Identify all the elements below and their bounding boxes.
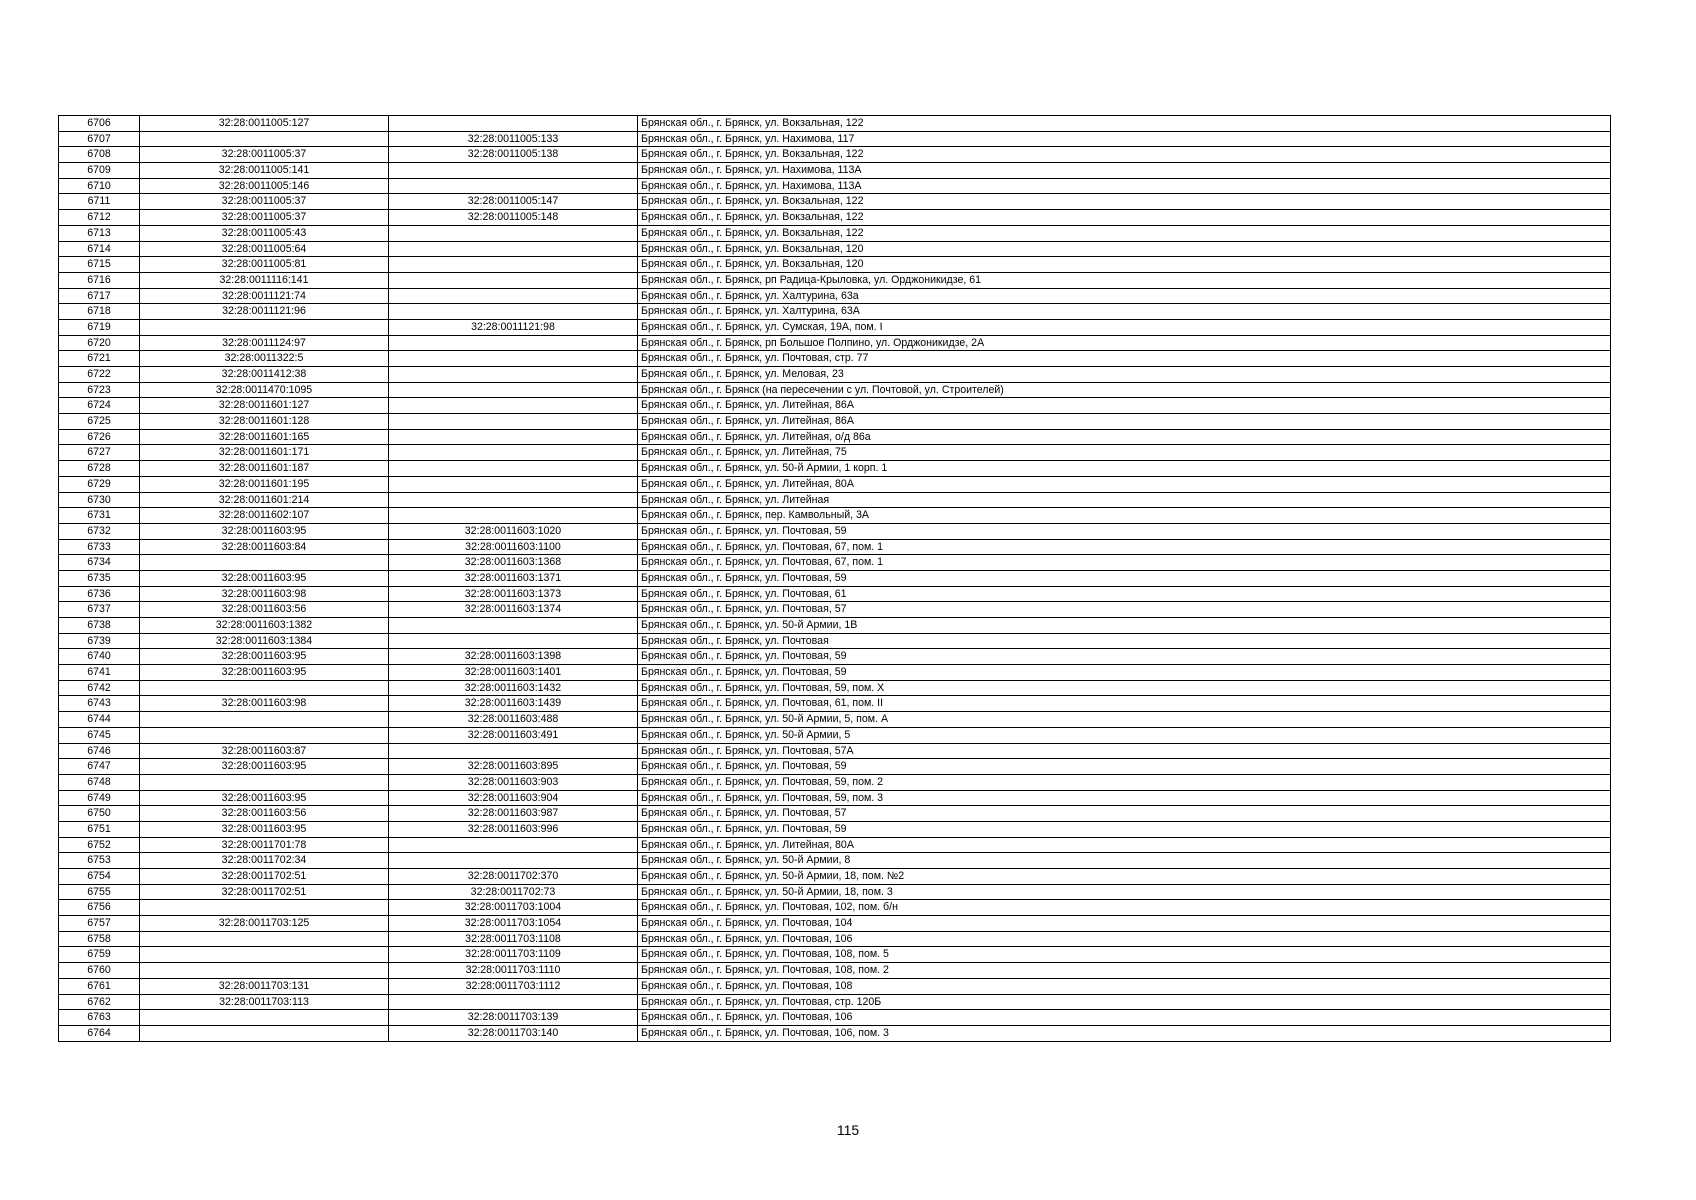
row-number-cell: 6733	[59, 539, 140, 555]
object-cadastral-number-cell	[389, 743, 638, 759]
address-cell: Брянская обл., г. Брянск, ул. Почтовая, 106	[638, 931, 1611, 947]
address-cell: Брянская обл., г. Брянск, ул. 50-й Армии, 18, пом. 3	[638, 884, 1611, 900]
address-cell: Брянская обл., г. Брянск, ул. Меловая, 23	[638, 367, 1611, 383]
table-row	[59, 272, 1611, 288]
address-cell: Брянская обл., г. Брянск, ул. Почтовая, 102, пом. б/н	[638, 900, 1611, 916]
address-cell: Брянская обл., г. Брянск, ул. Почтовая, 59	[638, 649, 1611, 665]
cadastral-number-cell: 32:28:0011005:141	[140, 163, 389, 179]
address-cell: Брянская обл., г. Брянск, ул. Сумская, 19А, пом. I	[638, 319, 1611, 335]
table-row	[59, 806, 1611, 822]
table-row	[59, 304, 1611, 320]
row-number-cell: 6743	[59, 696, 140, 712]
table-row	[59, 539, 1611, 555]
row-number-cell: 6722	[59, 367, 140, 383]
table-row	[59, 712, 1611, 728]
cadastral-number-cell	[140, 555, 389, 571]
address-cell: Брянская обл., г. Брянск, ул. Почтовая, 61, пом. II	[638, 696, 1611, 712]
table-row	[59, 492, 1611, 508]
table-row	[59, 461, 1611, 477]
row-number-cell: 6732	[59, 523, 140, 539]
row-number-cell: 6727	[59, 445, 140, 461]
table-row	[59, 853, 1611, 869]
address-cell: Брянская обл., г. Брянск, ул. Нахимова, 113А	[638, 178, 1611, 194]
address-cell: Брянская обл., г. Брянск, ул. Почтовая, 57	[638, 806, 1611, 822]
row-number-cell: 6711	[59, 194, 140, 210]
cadastral-number-cell: 32:28:0011116:141	[140, 272, 389, 288]
address-cell: Брянская обл., г. Брянск, ул. Нахимова, 113А	[638, 163, 1611, 179]
object-cadastral-number-cell: 32:28:0011603:1368	[389, 555, 638, 571]
row-number-cell: 6713	[59, 225, 140, 241]
table-row	[59, 335, 1611, 351]
object-cadastral-number-cell: 32:28:0011703:1004	[389, 900, 638, 916]
row-number-cell: 6712	[59, 210, 140, 226]
object-cadastral-number-cell	[389, 335, 638, 351]
row-number-cell: 6714	[59, 241, 140, 257]
cadastral-number-cell: 32:28:0011603:98	[140, 696, 389, 712]
row-number-cell: 6757	[59, 916, 140, 932]
table-row	[59, 1010, 1611, 1026]
address-cell: Брянская обл., г. Брянск, ул. Почтовая, 59	[638, 821, 1611, 837]
cadastral-number-cell: 32:28:0011322:5	[140, 351, 389, 367]
table-row	[59, 821, 1611, 837]
row-number-cell: 6736	[59, 586, 140, 602]
row-number-cell: 6726	[59, 429, 140, 445]
object-cadastral-number-cell	[389, 367, 638, 383]
row-number-cell: 6719	[59, 319, 140, 335]
address-cell: Брянская обл., г. Брянск, рп Радица-Крыловка, ул. Орджоникидзе, 61	[638, 272, 1611, 288]
object-cadastral-number-cell: 32:28:0011603:1373	[389, 586, 638, 602]
address-cell: Брянская обл., г. Брянск, ул. Почтовая	[638, 633, 1611, 649]
table-row	[59, 523, 1611, 539]
object-cadastral-number-cell: 32:28:0011603:488	[389, 712, 638, 728]
table-row	[59, 696, 1611, 712]
row-number-cell: 6731	[59, 508, 140, 524]
address-cell: Брянская обл., г. Брянск, ул. Почтовая, стр. 120Б	[638, 994, 1611, 1010]
table-row	[59, 994, 1611, 1010]
table-row	[59, 602, 1611, 618]
object-cadastral-number-cell: 32:28:0011703:1109	[389, 947, 638, 963]
object-cadastral-number-cell	[389, 304, 638, 320]
address-cell: Брянская обл., г. Брянск, ул. 50-й Армии, 8	[638, 853, 1611, 869]
address-cell: Брянская обл., г. Брянск, ул. Почтовая, 59, пом. X	[638, 680, 1611, 696]
cadastral-number-cell: 32:28:0011702:34	[140, 853, 389, 869]
row-number-cell: 6728	[59, 461, 140, 477]
object-cadastral-number-cell	[389, 178, 638, 194]
address-cell: Брянская обл., г. Брянск, ул. Литейная, 80А	[638, 837, 1611, 853]
table-row	[59, 476, 1611, 492]
cadastral-number-cell: 32:28:0011005:37	[140, 194, 389, 210]
cadastral-number-cell: 32:28:0011603:87	[140, 743, 389, 759]
object-cadastral-number-cell	[389, 853, 638, 869]
address-cell: Брянская обл., г. Брянск, ул. Вокзальная, 122	[638, 116, 1611, 132]
object-cadastral-number-cell: 32:28:0011603:1432	[389, 680, 638, 696]
row-number-cell: 6748	[59, 774, 140, 790]
cadastral-number-cell: 32:28:0011701:78	[140, 837, 389, 853]
cadastral-number-cell: 32:28:0011603:95	[140, 649, 389, 665]
object-cadastral-number-cell: 32:28:0011603:491	[389, 727, 638, 743]
object-cadastral-number-cell	[389, 414, 638, 430]
cadastral-number-cell: 32:28:0011601:128	[140, 414, 389, 430]
address-cell: Брянская обл., г. Брянск, ул. 50-й Армии, 1В	[638, 618, 1611, 634]
address-cell: Брянская обл., г. Брянск, ул. Почтовая, 59	[638, 570, 1611, 586]
address-cell: Брянская обл., г. Брянск, ул. Почтовая, 59, пом. 3	[638, 790, 1611, 806]
row-number-cell: 6742	[59, 680, 140, 696]
row-number-cell: 6715	[59, 257, 140, 273]
address-cell: Брянская обл., г. Брянск, ул. 50-й Армии, 18, пом. №2	[638, 869, 1611, 885]
address-cell: Брянская обл., г. Брянск, ул. Литейная, 75	[638, 445, 1611, 461]
cadastral-number-cell: 32:28:0011601:127	[140, 398, 389, 414]
object-cadastral-number-cell	[389, 618, 638, 634]
table-row	[59, 963, 1611, 979]
row-number-cell: 6753	[59, 853, 140, 869]
address-cell: Брянская обл., г. Брянск, ул. Почтовая, 106, пом. 3	[638, 1025, 1611, 1041]
object-cadastral-number-cell: 32:28:0011005:148	[389, 210, 638, 226]
row-number-cell: 6720	[59, 335, 140, 351]
table-row	[59, 618, 1611, 634]
object-cadastral-number-cell: 32:28:0011603:1371	[389, 570, 638, 586]
cadastral-number-cell: 32:28:0011702:51	[140, 884, 389, 900]
object-cadastral-number-cell: 32:28:0011603:1401	[389, 665, 638, 681]
cadastral-number-cell	[140, 963, 389, 979]
row-number-cell: 6718	[59, 304, 140, 320]
table-row	[59, 194, 1611, 210]
row-number-cell: 6756	[59, 900, 140, 916]
address-cell: Брянская обл., г. Брянск, пер. Камвольный, 3А	[638, 508, 1611, 524]
address-cell: Брянская обл., г. Брянск (на пересечении с ул. Почтовой, ул. Строителей)	[638, 382, 1611, 398]
cadastral-number-cell: 32:28:0011601:195	[140, 476, 389, 492]
object-cadastral-number-cell: 32:28:0011603:1100	[389, 539, 638, 555]
table-row	[59, 555, 1611, 571]
address-cell: Брянская обл., г. Брянск, ул. Почтовая, 67, пом. 1	[638, 555, 1611, 571]
table-row	[59, 445, 1611, 461]
table-row	[59, 869, 1611, 885]
table-row	[59, 367, 1611, 383]
row-number-cell: 6729	[59, 476, 140, 492]
table-row	[59, 759, 1611, 775]
cadastral-number-cell	[140, 1025, 389, 1041]
address-cell: Брянская обл., г. Брянск, ул. Вокзальная, 122	[638, 194, 1611, 210]
object-cadastral-number-cell	[389, 445, 638, 461]
object-cadastral-number-cell: 32:28:0011703:1108	[389, 931, 638, 947]
address-cell: Брянская обл., г. Брянск, ул. Халтурина, 63А	[638, 304, 1611, 320]
cadastral-number-cell	[140, 727, 389, 743]
object-cadastral-number-cell: 32:28:0011005:138	[389, 147, 638, 163]
object-cadastral-number-cell	[389, 633, 638, 649]
cadastral-number-cell: 32:28:0011601:171	[140, 445, 389, 461]
address-cell: Брянская обл., г. Брянск, ул. Почтовая, 106	[638, 1010, 1611, 1026]
address-cell: Брянская обл., г. Брянск, ул. Литейная	[638, 492, 1611, 508]
cadastral-number-cell: 32:28:0011702:51	[140, 869, 389, 885]
cadastral-number-cell: 32:28:0011603:95	[140, 570, 389, 586]
table-row	[59, 790, 1611, 806]
table-row	[59, 131, 1611, 147]
cadastral-number-cell: 32:28:0011603:95	[140, 523, 389, 539]
table-row	[59, 225, 1611, 241]
row-number-cell: 6716	[59, 272, 140, 288]
address-cell: Брянская обл., г. Брянск, ул. Почтовая, 108, пом. 5	[638, 947, 1611, 963]
object-cadastral-number-cell	[389, 163, 638, 179]
cadastral-number-cell: 32:28:0011121:96	[140, 304, 389, 320]
table-row	[59, 665, 1611, 681]
row-number-cell: 6738	[59, 618, 140, 634]
table-row	[59, 916, 1611, 932]
object-cadastral-number-cell: 32:28:0011603:895	[389, 759, 638, 775]
object-cadastral-number-cell	[389, 288, 638, 304]
object-cadastral-number-cell	[389, 398, 638, 414]
object-cadastral-number-cell: 32:28:0011603:903	[389, 774, 638, 790]
table-row	[59, 1025, 1611, 1041]
object-cadastral-number-cell	[389, 225, 638, 241]
cadastral-number-cell	[140, 774, 389, 790]
row-number-cell: 6737	[59, 602, 140, 618]
table-row	[59, 633, 1611, 649]
cadastral-number-cell: 32:28:0011603:1382	[140, 618, 389, 634]
address-cell: Брянская обл., г. Брянск, ул. Почтовая, 59	[638, 523, 1611, 539]
table-row	[59, 978, 1611, 994]
row-number-cell: 6710	[59, 178, 140, 194]
address-cell: Брянская обл., г. Брянск, ул. 50-й Армии, 5, пом. А	[638, 712, 1611, 728]
object-cadastral-number-cell: 32:28:0011702:370	[389, 869, 638, 885]
row-number-cell: 6761	[59, 978, 140, 994]
registry-table	[58, 115, 1611, 1042]
object-cadastral-number-cell: 32:28:0011005:147	[389, 194, 638, 210]
row-number-cell: 6747	[59, 759, 140, 775]
address-cell: Брянская обл., г. Брянск, ул. Почтовая, 67, пом. 1	[638, 539, 1611, 555]
row-number-cell: 6762	[59, 994, 140, 1010]
address-cell: Брянская обл., г. Брянск, ул. Почтовая, 104	[638, 916, 1611, 932]
row-number-cell: 6752	[59, 837, 140, 853]
object-cadastral-number-cell	[389, 837, 638, 853]
table-row	[59, 382, 1611, 398]
row-number-cell: 6741	[59, 665, 140, 681]
table-row	[59, 210, 1611, 226]
address-cell: Брянская обл., г. Брянск, ул. Литейная, 86А	[638, 414, 1611, 430]
row-number-cell: 6739	[59, 633, 140, 649]
table-row	[59, 414, 1611, 430]
cadastral-number-cell: 32:28:0011601:187	[140, 461, 389, 477]
table-row	[59, 116, 1611, 132]
row-number-cell: 6725	[59, 414, 140, 430]
row-number-cell: 6707	[59, 131, 140, 147]
row-number-cell: 6735	[59, 570, 140, 586]
row-number-cell: 6708	[59, 147, 140, 163]
table-row	[59, 900, 1611, 916]
address-cell: Брянская обл., г. Брянск, рп Большое Полпино, ул. Орджоникидзе, 2А	[638, 335, 1611, 351]
cadastral-number-cell: 32:28:0011703:113	[140, 994, 389, 1010]
table-row	[59, 147, 1611, 163]
cadastral-number-cell: 32:28:0011005:43	[140, 225, 389, 241]
row-number-cell: 6740	[59, 649, 140, 665]
table-row	[59, 947, 1611, 963]
object-cadastral-number-cell: 32:28:0011703:1110	[389, 963, 638, 979]
table-row	[59, 837, 1611, 853]
address-cell: Брянская обл., г. Брянск, ул. Почтовая, 59, пом. 2	[638, 774, 1611, 790]
address-cell: Брянская обл., г. Брянск, ул. Вокзальная, 122	[638, 210, 1611, 226]
cadastral-number-cell: 32:28:0011603:95	[140, 759, 389, 775]
registry-body	[59, 116, 1611, 1042]
table-row	[59, 743, 1611, 759]
object-cadastral-number-cell: 32:28:0011603:996	[389, 821, 638, 837]
cadastral-number-cell: 32:28:0011603:95	[140, 665, 389, 681]
address-cell: Брянская обл., г. Брянск, ул. Почтовая, 57А	[638, 743, 1611, 759]
table-row	[59, 774, 1611, 790]
object-cadastral-number-cell: 32:28:0011703:140	[389, 1025, 638, 1041]
row-number-cell: 6709	[59, 163, 140, 179]
row-number-cell: 6750	[59, 806, 140, 822]
object-cadastral-number-cell	[389, 461, 638, 477]
object-cadastral-number-cell	[389, 429, 638, 445]
object-cadastral-number-cell	[389, 351, 638, 367]
row-number-cell: 6724	[59, 398, 140, 414]
table-row	[59, 727, 1611, 743]
object-cadastral-number-cell: 32:28:0011703:1112	[389, 978, 638, 994]
cadastral-number-cell: 32:28:0011603:84	[140, 539, 389, 555]
row-number-cell: 6759	[59, 947, 140, 963]
object-cadastral-number-cell: 32:28:0011121:98	[389, 319, 638, 335]
address-cell: Брянская обл., г. Брянск, ул. Халтурина, 63а	[638, 288, 1611, 304]
object-cadastral-number-cell	[389, 508, 638, 524]
cadastral-number-cell	[140, 131, 389, 147]
row-number-cell: 6760	[59, 963, 140, 979]
cadastral-number-cell: 32:28:0011121:74	[140, 288, 389, 304]
cadastral-number-cell: 32:28:0011703:125	[140, 916, 389, 932]
row-number-cell: 6758	[59, 931, 140, 947]
table-row	[59, 508, 1611, 524]
object-cadastral-number-cell	[389, 492, 638, 508]
address-cell: Брянская обл., г. Брянск, ул. 50-й Армии, 5	[638, 727, 1611, 743]
row-number-cell: 6730	[59, 492, 140, 508]
cadastral-number-cell: 32:28:0011603:56	[140, 602, 389, 618]
object-cadastral-number-cell: 32:28:0011603:987	[389, 806, 638, 822]
cadastral-number-cell: 32:28:0011412:38	[140, 367, 389, 383]
object-cadastral-number-cell: 32:28:0011703:139	[389, 1010, 638, 1026]
object-cadastral-number-cell	[389, 257, 638, 273]
address-cell: Брянская обл., г. Брянск, ул. Литейная, о/д 86а	[638, 429, 1611, 445]
cadastral-number-cell: 32:28:0011005:81	[140, 257, 389, 273]
cadastral-number-cell	[140, 947, 389, 963]
table-row	[59, 257, 1611, 273]
object-cadastral-number-cell: 32:28:0011603:1439	[389, 696, 638, 712]
address-cell: Брянская обл., г. Брянск, ул. Литейная, 86А	[638, 398, 1611, 414]
address-cell: Брянская обл., г. Брянск, ул. Почтовая, 108	[638, 978, 1611, 994]
row-number-cell: 6717	[59, 288, 140, 304]
cadastral-number-cell	[140, 931, 389, 947]
row-number-cell: 6755	[59, 884, 140, 900]
cadastral-number-cell: 32:28:0011005:37	[140, 210, 389, 226]
table-row	[59, 570, 1611, 586]
row-number-cell: 6763	[59, 1010, 140, 1026]
row-number-cell: 6706	[59, 116, 140, 132]
row-number-cell: 6751	[59, 821, 140, 837]
table-row	[59, 586, 1611, 602]
cadastral-number-cell: 32:28:0011603:56	[140, 806, 389, 822]
table-row	[59, 351, 1611, 367]
object-cadastral-number-cell	[389, 994, 638, 1010]
table-row	[59, 398, 1611, 414]
row-number-cell: 6764	[59, 1025, 140, 1041]
cadastral-number-cell: 32:28:0011005:146	[140, 178, 389, 194]
address-cell: Брянская обл., г. Брянск, ул. Вокзальная, 122	[638, 225, 1611, 241]
cadastral-number-cell: 32:28:0011603:1384	[140, 633, 389, 649]
table-row	[59, 319, 1611, 335]
cadastral-number-cell: 32:28:0011005:127	[140, 116, 389, 132]
table-row	[59, 163, 1611, 179]
address-cell: Брянская обл., г. Брянск, ул. Почтовая, 57	[638, 602, 1611, 618]
row-number-cell: 6744	[59, 712, 140, 728]
object-cadastral-number-cell: 32:28:0011703:1054	[389, 916, 638, 932]
address-cell: Брянская обл., г. Брянск, ул. Вокзальная, 120	[638, 257, 1611, 273]
address-cell: Брянская обл., г. Брянск, ул. Вокзальная, 122	[638, 147, 1611, 163]
row-number-cell: 6746	[59, 743, 140, 759]
cadastral-number-cell: 32:28:0011602:107	[140, 508, 389, 524]
row-number-cell: 6749	[59, 790, 140, 806]
page-number: 115	[836, 1122, 860, 1138]
cadastral-number-cell: 32:28:0011603:95	[140, 790, 389, 806]
cadastral-number-cell: 32:28:0011124:97	[140, 335, 389, 351]
address-cell: Брянская обл., г. Брянск, ул. Почтовая, стр. 77	[638, 351, 1611, 367]
address-cell: Брянская обл., г. Брянск, ул. Нахимова, 117	[638, 131, 1611, 147]
object-cadastral-number-cell	[389, 476, 638, 492]
object-cadastral-number-cell: 32:28:0011702:73	[389, 884, 638, 900]
cadastral-number-cell	[140, 900, 389, 916]
row-number-cell: 6723	[59, 382, 140, 398]
object-cadastral-number-cell: 32:28:0011603:1374	[389, 602, 638, 618]
address-cell: Брянская обл., г. Брянск, ул. Почтовая, 59	[638, 665, 1611, 681]
cadastral-number-cell: 32:28:0011005:64	[140, 241, 389, 257]
object-cadastral-number-cell: 32:28:0011603:1398	[389, 649, 638, 665]
cadastral-number-cell: 32:28:0011601:165	[140, 429, 389, 445]
cadastral-number-cell: 32:28:0011601:214	[140, 492, 389, 508]
table-row	[59, 288, 1611, 304]
object-cadastral-number-cell	[389, 241, 638, 257]
row-number-cell: 6734	[59, 555, 140, 571]
address-cell: Брянская обл., г. Брянск, ул. Литейная, 80А	[638, 476, 1611, 492]
table-row	[59, 649, 1611, 665]
object-cadastral-number-cell	[389, 382, 638, 398]
object-cadastral-number-cell: 32:28:0011005:133	[389, 131, 638, 147]
address-cell: Брянская обл., г. Брянск, ул. Почтовая, 108, пом. 2	[638, 963, 1611, 979]
cadastral-number-cell: 32:28:0011470:1095	[140, 382, 389, 398]
cadastral-number-cell: 32:28:0011703:131	[140, 978, 389, 994]
address-cell: Брянская обл., г. Брянск, ул. Почтовая, 61	[638, 586, 1611, 602]
object-cadastral-number-cell: 32:28:0011603:904	[389, 790, 638, 806]
table-row	[59, 884, 1611, 900]
table-row	[59, 241, 1611, 257]
table-row	[59, 931, 1611, 947]
cadastral-number-cell: 32:28:0011603:95	[140, 821, 389, 837]
table-row	[59, 178, 1611, 194]
row-number-cell: 6721	[59, 351, 140, 367]
object-cadastral-number-cell: 32:28:0011603:1020	[389, 523, 638, 539]
object-cadastral-number-cell	[389, 272, 638, 288]
object-cadastral-number-cell	[389, 116, 638, 132]
cadastral-number-cell	[140, 712, 389, 728]
cadastral-number-cell	[140, 319, 389, 335]
cadastral-number-cell	[140, 680, 389, 696]
table-row	[59, 680, 1611, 696]
cadastral-number-cell: 32:28:0011005:37	[140, 147, 389, 163]
cadastral-number-cell	[140, 1010, 389, 1026]
address-cell: Брянская обл., г. Брянск, ул. 50-й Армии, 1 корп. 1	[638, 461, 1611, 477]
address-cell: Брянская обл., г. Брянск, ул. Вокзальная, 120	[638, 241, 1611, 257]
cadastral-number-cell: 32:28:0011603:98	[140, 586, 389, 602]
row-number-cell: 6745	[59, 727, 140, 743]
table-row	[59, 429, 1611, 445]
row-number-cell: 6754	[59, 869, 140, 885]
address-cell: Брянская обл., г. Брянск, ул. Почтовая, 59	[638, 759, 1611, 775]
